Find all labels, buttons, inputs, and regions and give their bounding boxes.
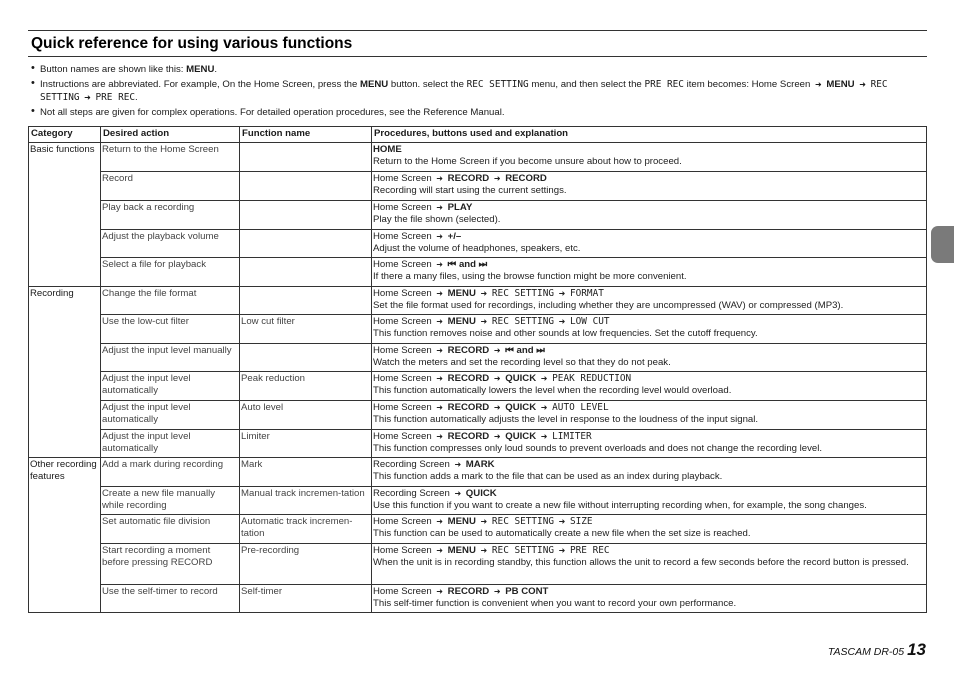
right-arrow-icon: ➜ <box>558 317 566 326</box>
procedure-explanation: This function removes noise and other sounds at low frequencies. Set the cutoff frequency. <box>373 328 758 340</box>
table-body <box>29 143 927 613</box>
procedure-steps <box>373 373 924 385</box>
screen-name: Home Screen <box>373 288 432 299</box>
right-arrow-icon: ➜ <box>454 460 462 469</box>
note-mono: REC SETTING <box>40 79 888 103</box>
note-mono: PRE REC <box>95 91 136 103</box>
right-arrow-icon: ➜ <box>436 289 443 298</box>
menu-item: REC SETTING <box>491 516 554 527</box>
right-arrow-icon: ➜ <box>540 432 548 441</box>
table-row <box>29 544 927 585</box>
procedure-cell <box>372 544 927 585</box>
right-arrow-icon: ➜ <box>436 374 443 383</box>
table-row <box>29 230 927 258</box>
function-name-cell: Self-timer <box>240 585 372 613</box>
table-row <box>29 430 927 458</box>
menu-item: LIMITER <box>552 431 592 442</box>
procedure-explanation: This function can be used to automatically create a new file when the set size is reached. <box>373 528 751 540</box>
procedure-steps <box>373 586 924 598</box>
note-text: . <box>214 64 218 75</box>
action-cell: Adjust the input level automatically <box>101 430 240 458</box>
right-arrow-icon: ➜ <box>558 517 566 526</box>
action-cell: Play back a recording <box>101 201 240 230</box>
button-name: MENU <box>447 316 476 327</box>
right-arrow-icon: ➜ <box>480 289 488 298</box>
menu-item: AUTO LEVEL <box>552 402 609 413</box>
note-text: menu, and then select the <box>528 79 645 90</box>
function-name-cell: Mark <box>240 458 372 487</box>
button-name: ⏮ and ⏭ <box>505 345 545 356</box>
right-arrow-icon: ➜ <box>436 203 443 212</box>
function-name-cell <box>240 172 372 201</box>
right-arrow-icon: ➜ <box>480 317 488 326</box>
table-row <box>29 585 927 613</box>
menu-item: FORMAT <box>570 288 604 299</box>
note-bold: MENU <box>359 79 389 90</box>
action-cell: Adjust the input level automatically <box>101 401 240 430</box>
procedure-steps <box>373 402 924 414</box>
menu-item: REC SETTING <box>491 545 554 556</box>
table-row <box>29 344 927 372</box>
category-cell: Recording <box>29 287 101 458</box>
right-arrow-icon: ➜ <box>814 80 822 89</box>
button-name: RECORD <box>447 345 490 356</box>
category-cell: Other recording features <box>29 458 101 613</box>
table-row <box>29 201 927 230</box>
button-name: HOME <box>373 144 402 155</box>
button-name: QUICK <box>505 373 537 384</box>
procedure-explanation: Adjust the volume of headphones, speakers, etc. <box>373 243 581 255</box>
function-name-cell: Pre-recording <box>240 544 372 585</box>
procedure-steps <box>373 545 924 557</box>
function-name-cell: Limiter <box>240 430 372 458</box>
right-arrow-icon: ➜ <box>493 374 501 383</box>
action-cell: Add a mark during recording <box>101 458 240 487</box>
button-name: RECORD <box>505 173 547 184</box>
screen-name: Home Screen <box>373 345 432 356</box>
right-arrow-icon: ➜ <box>493 432 501 441</box>
action-cell: Adjust the playback volume <box>101 230 240 258</box>
screen-name: Home Screen <box>373 586 432 597</box>
right-arrow-icon: ➜ <box>558 289 566 298</box>
procedure-steps <box>373 459 924 471</box>
notes <box>31 64 921 122</box>
screen-name: Home Screen <box>373 402 432 413</box>
right-arrow-icon: ➜ <box>493 346 501 355</box>
button-name: MENU <box>447 288 476 299</box>
procedure-steps <box>373 288 924 300</box>
right-arrow-icon: ➜ <box>436 517 443 526</box>
menu-item: SIZE <box>570 516 593 527</box>
function-name-cell: Peak reduction <box>240 372 372 401</box>
procedure-explanation: Set the file format used for recordings, including whether they are uncompressed (WAV) or compressed (MP3). <box>373 300 844 312</box>
procedure-explanation: This function adds a mark to the file that can be used as an index during playback. <box>373 471 723 483</box>
button-name: ⏮ and ⏭ <box>447 259 488 270</box>
action-cell: Record <box>101 172 240 201</box>
procedure-steps <box>373 516 924 528</box>
procedure-explanation: Use this function if you want to create a new file without interrupting recording when, for example, the song changes. <box>373 500 867 512</box>
right-arrow-icon: ➜ <box>436 546 443 555</box>
category-cell: Basic functions <box>29 143 101 287</box>
button-name: PB CONT <box>505 586 549 597</box>
page-title: Quick reference for using various functions <box>31 35 353 52</box>
table-row <box>29 372 927 401</box>
right-arrow-icon: ➜ <box>436 403 443 412</box>
table-row <box>29 487 927 515</box>
note-abbreviation <box>31 79 921 104</box>
page-number: 13 <box>907 640 926 659</box>
function-name-cell: Low cut filter <box>240 315 372 344</box>
action-cell: Start recording a moment before pressing RECORD <box>101 544 240 585</box>
screen-name: Recording Screen <box>373 488 450 499</box>
note-bold: MENU <box>186 64 215 75</box>
procedure-cell <box>372 201 927 230</box>
procedure-cell <box>372 258 927 287</box>
note-mono: REC SETTING <box>466 79 529 90</box>
table-row <box>29 515 927 544</box>
procedure-cell <box>372 515 927 544</box>
note-text: Button names are shown like this: <box>40 64 187 75</box>
procedure-steps <box>373 202 924 214</box>
procedure-explanation: Return to the Home Screen if you become unsure about how to proceed. <box>373 156 682 168</box>
header-function-name: Function name <box>240 127 372 143</box>
table-header-row <box>29 127 927 143</box>
header-category: Category <box>29 127 101 143</box>
action-cell: Use the low-cut filter <box>101 315 240 344</box>
menu-item: LOW CUT <box>570 316 610 327</box>
right-arrow-icon: ➜ <box>436 346 443 355</box>
procedure-explanation: Recording will start using the current settings. <box>373 185 567 197</box>
right-arrow-icon: ➜ <box>436 232 443 241</box>
button-name: RECORD <box>447 173 490 184</box>
procedure-explanation: Watch the meters and set the recording level so that they do not peak. <box>373 357 671 369</box>
table-row <box>29 458 927 487</box>
procedure-steps <box>373 345 924 357</box>
screen-name: Home Screen <box>373 202 432 213</box>
function-name-cell: Automatic track incremen-tation <box>240 515 372 544</box>
note-text: item becomes: Home Screen <box>683 79 811 90</box>
procedure-explanation: Play the file shown (selected). <box>373 214 501 226</box>
note-text: Not all steps are given for complex operations. For detailed operation procedures, see the Reference Manual. <box>40 106 505 118</box>
procedure-steps <box>373 488 924 500</box>
chapter-tab <box>931 226 954 263</box>
screen-name: Home Screen <box>373 316 432 327</box>
action-cell: Change the file format <box>101 287 240 315</box>
footer-brand: TASCAM DR-05 <box>827 646 905 658</box>
button-name: QUICK <box>505 431 537 442</box>
function-name-cell <box>240 287 372 315</box>
note-complex-ops <box>31 107 921 120</box>
quick-reference-table <box>28 126 927 613</box>
screen-name: Home Screen <box>373 431 432 442</box>
right-arrow-icon: ➜ <box>84 92 91 102</box>
menu-item: PRE REC <box>570 545 610 556</box>
screen-name: Recording Screen <box>373 459 450 470</box>
button-name: QUICK <box>465 488 497 499</box>
screen-name: Home Screen <box>373 173 432 184</box>
procedure-steps <box>373 431 924 443</box>
right-arrow-icon: ➜ <box>540 374 548 383</box>
procedure-cell <box>372 172 927 201</box>
button-name: +/– <box>447 231 462 242</box>
right-arrow-icon: ➜ <box>436 587 443 596</box>
screen-name: Home Screen <box>373 545 432 556</box>
procedure-explanation: This self-timer function is convenient when you want to record your own performance. <box>373 598 737 610</box>
note-text: Instructions are abbreviated. For example, On the Home Screen, press the <box>40 79 360 90</box>
header-procedures: Procedures, buttons used and explanation <box>372 127 927 143</box>
page-footer <box>828 640 926 660</box>
procedure-steps <box>373 259 924 271</box>
screen-name: Home Screen <box>373 516 432 527</box>
button-name: MARK <box>465 459 495 470</box>
table-row <box>29 315 927 344</box>
button-name: RECORD <box>447 373 490 384</box>
table-row <box>29 143 927 172</box>
screen-name: Home Screen <box>373 373 432 384</box>
button-name: RECORD <box>447 431 490 442</box>
right-arrow-icon: ➜ <box>436 432 443 441</box>
procedure-cell <box>372 430 927 458</box>
screen-name: Home Screen <box>373 231 432 242</box>
procedure-cell <box>372 401 927 430</box>
procedure-explanation: This function automatically adjusts the level in response to the loudness of the input signal. <box>373 414 759 426</box>
button-name: MENU <box>447 545 476 556</box>
function-name-cell <box>240 201 372 230</box>
button-name: PLAY <box>447 202 473 213</box>
procedure-explanation: If there a many files, using the browse function might be more convenient. <box>373 271 687 283</box>
procedure-explanation: When the unit is in recording standby, this function allows the unit to record a few seconds before the record button is pressed. <box>373 557 909 569</box>
procedure-steps <box>373 316 924 328</box>
right-arrow-icon: ➜ <box>493 587 501 596</box>
function-name-cell <box>240 344 372 372</box>
header-desired-action: Desired action <box>101 127 240 143</box>
button-name: MENU <box>447 516 476 527</box>
action-cell: Set automatic file division <box>101 515 240 544</box>
function-name-cell <box>240 258 372 287</box>
top-rule <box>28 30 927 31</box>
note-text: . <box>135 91 138 103</box>
table-row <box>29 287 927 315</box>
right-arrow-icon: ➜ <box>493 174 501 183</box>
procedure-steps <box>373 173 924 185</box>
note-button-names <box>31 64 921 77</box>
procedure-cell <box>372 585 927 613</box>
procedure-explanation: This function automatically lowers the level when the recording level would overload. <box>373 385 732 397</box>
right-arrow-icon: ➜ <box>480 517 488 526</box>
title-rule <box>28 56 927 57</box>
procedure-explanation: This function compresses only loud sounds to prevent overloads and does not change the recording level. <box>373 443 823 455</box>
right-arrow-icon: ➜ <box>558 546 566 555</box>
function-name-cell <box>240 230 372 258</box>
procedure-cell <box>372 487 927 515</box>
action-cell: Use the self-timer to record <box>101 585 240 613</box>
table-row <box>29 401 927 430</box>
procedure-cell <box>372 315 927 344</box>
right-arrow-icon: ➜ <box>436 174 443 183</box>
menu-item: REC SETTING <box>491 288 554 299</box>
button-name: RECORD <box>447 402 490 413</box>
table-row <box>29 258 927 287</box>
action-cell: Create a new file manually while recording <box>101 487 240 515</box>
procedure-cell <box>372 143 927 172</box>
right-arrow-icon: ➜ <box>540 403 548 412</box>
right-arrow-icon: ➜ <box>859 80 866 89</box>
procedure-cell <box>372 344 927 372</box>
procedure-cell <box>372 458 927 487</box>
note-mono: PRE REC <box>644 79 684 90</box>
right-arrow-icon: ➜ <box>436 317 443 326</box>
right-arrow-icon: ➜ <box>493 403 501 412</box>
button-name: RECORD <box>447 586 490 597</box>
action-cell: Adjust the input level automatically <box>101 372 240 401</box>
action-cell: Return to the Home Screen <box>101 143 240 172</box>
function-name-cell: Auto level <box>240 401 372 430</box>
table-row <box>29 172 927 201</box>
procedure-steps <box>373 231 924 243</box>
procedure-steps <box>373 144 924 156</box>
menu-item: PEAK REDUCTION <box>552 373 632 384</box>
action-cell: Adjust the input level manually <box>101 344 240 372</box>
right-arrow-icon: ➜ <box>480 546 488 555</box>
procedure-cell <box>372 372 927 401</box>
procedure-cell <box>372 230 927 258</box>
procedure-cell <box>372 287 927 315</box>
screen-name: Home Screen <box>373 259 432 270</box>
menu-item: REC SETTING <box>491 316 554 327</box>
right-arrow-icon: ➜ <box>454 489 462 498</box>
function-name-cell: Manual track incremen-tation <box>240 487 372 515</box>
action-cell: Select a file for playback <box>101 258 240 287</box>
function-name-cell <box>240 143 372 172</box>
note-bold: MENU <box>826 79 855 90</box>
note-text: button. select the <box>388 79 467 90</box>
button-name: QUICK <box>505 402 537 413</box>
right-arrow-icon: ➜ <box>436 260 443 269</box>
